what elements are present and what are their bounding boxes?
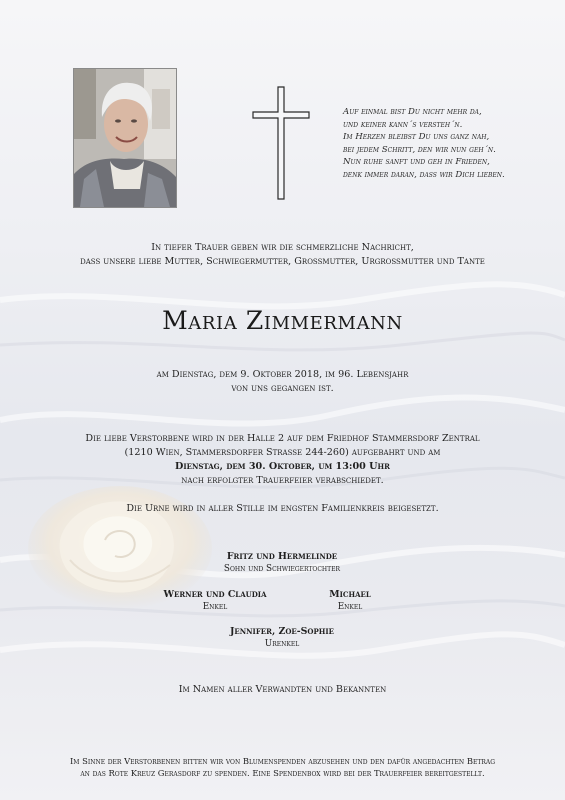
family-relation: Urenkel (264, 639, 300, 649)
intro-line: dass unsere liebe Mutter, Schwiegermutter, Grossmutter, Urgrossmutter und Tante (80, 256, 485, 267)
family-relation: Enkel (202, 602, 228, 612)
poem (343, 106, 543, 182)
death-line: von uns gegangen ist. (231, 383, 334, 394)
donation-note (0, 755, 565, 779)
family-name: Fritz und Hermelinde (226, 551, 338, 562)
portrait-photo (73, 68, 177, 208)
intro-line: In tiefer Trauer geben wir die schmerzliche Nachricht, (151, 242, 414, 253)
death-date-text (0, 368, 565, 396)
closing-line: Im Namen aller Verwandten und Bekannten (178, 684, 387, 695)
funeral-line: Die liebe Verstorbene wird in der Halle 2 auf dem Friedhof Stammersdorf Zentral (85, 433, 480, 444)
urn-note: Die Urne wird in aller Stille im engsten Familienkreis beigesetzt. (126, 503, 439, 514)
family-group (130, 588, 300, 614)
poem-line: Auf einmal bist Du nicht mehr da, (343, 107, 482, 117)
poem-line: Nun ruhe sanft und geh in Frieden, (343, 157, 490, 168)
funeral-details (0, 432, 565, 488)
poem-line: denk immer daran, dass wir Dich lieben. (343, 169, 505, 180)
family-name: Michael (329, 589, 371, 600)
family-relation: Enkel (337, 602, 363, 612)
funeral-date: Dienstag, dem 30. Oktober, um 13:00 Uhr (175, 461, 390, 472)
family-group (182, 625, 382, 651)
family-group (300, 588, 400, 614)
family-name: Jennifer, Zoe-Sophie (229, 626, 335, 637)
donation-line: Im Sinne der Verstorbenen bitten wir von Blumenspenden abzusehen und den dafür angedachten Betrag (69, 756, 496, 766)
family-group (182, 550, 382, 576)
cross-icon (252, 86, 310, 200)
donation-line: an das Rote Kreuz Gerasdorf zu spenden. Eine Spendenbox wird bei der Trauerfeier bereitgestellt. (80, 768, 485, 778)
announcement-intro (0, 241, 565, 269)
poem-line: und keiner kann´s versteh´n. (343, 119, 463, 130)
funeral-line: nach erfolgter Trauerfeier verabschiedet. (181, 475, 384, 486)
family-name: Werner und Claudia (163, 589, 267, 600)
poem-line: bei jedem Schritt, den wir nun geh´n. (343, 144, 496, 155)
poem-line: Im Herzen bleibst Du uns ganz nah, (343, 132, 490, 143)
family-relation: Sohn und Schwiegertochter (223, 564, 341, 574)
deceased-name: Maria Zimmermann (162, 306, 403, 335)
death-line: am Dienstag, dem 9. Oktober 2018, im 96. Lebensjahr (156, 369, 409, 380)
funeral-line: (1210 Wien, Stammersdorfer Strasse 244-260) aufgebahrt und am (124, 447, 441, 458)
